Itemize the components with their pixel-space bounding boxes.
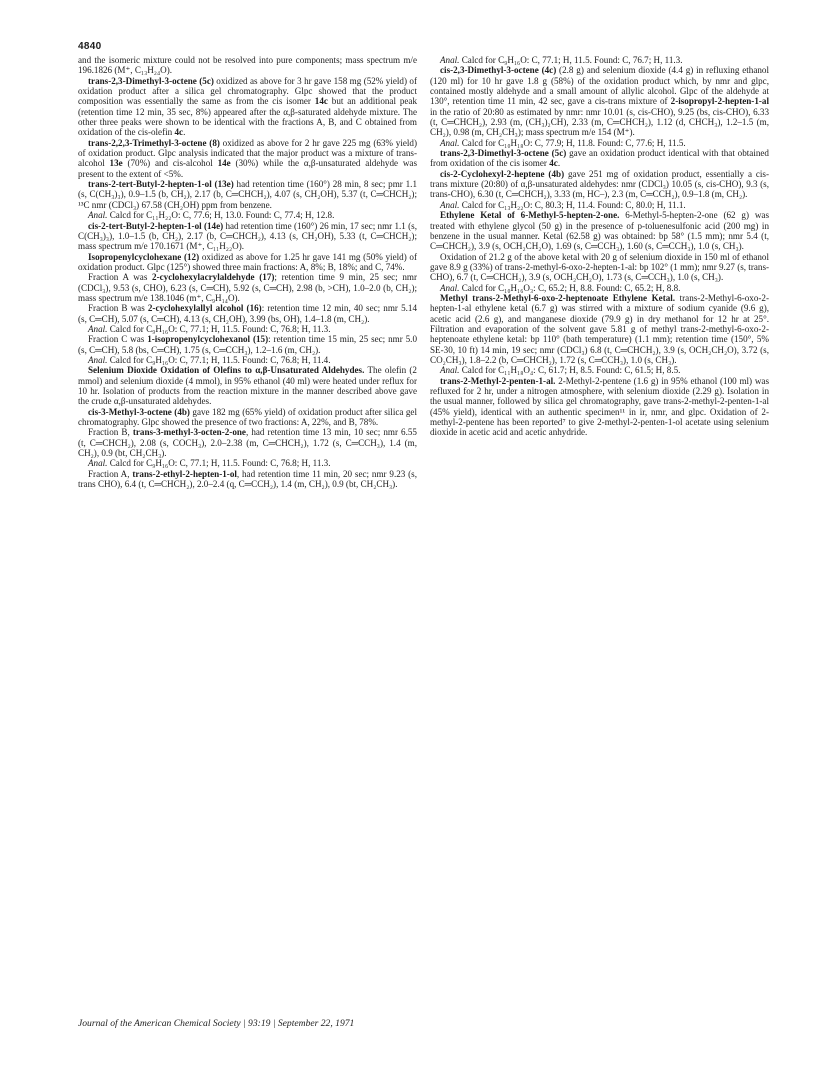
journal-footer: Journal of the American Chemical Society | 93:19 | September 22, 1971 bbox=[78, 1018, 355, 1029]
text-run: Oxidation of 21.2 g of the above ketal with 20 g of selenium dioxide in 150 ml of ethanol gave 8.9 g (33%) of trans-2-methyl-6-oxo-2-hepten-1-al: bp 102° (1 mm); nmr 9.27 (s, trans-CHO), 6.7 (t, C═CHCH₂), 3.9 (s, OCH₂CH₂O), 1.73 (s, C═CCH₃), 1.0 (s, CH₃). bbox=[430, 251, 770, 283]
paragraph bbox=[78, 210, 417, 220]
bold-text: trans-3-methyl-3-octen-2-one bbox=[132, 427, 246, 438]
paragraph bbox=[430, 55, 769, 65]
bold-text: Ethylene Ketal of 6-Methyl-5-hepten-2-one. bbox=[440, 210, 620, 221]
text-run: Calcd for C₁₀H₁₈O: C, 77.9; H, 11.8. Found: C, 77.6; H, 11.5. bbox=[459, 137, 686, 148]
page-number: 4840 bbox=[78, 41, 102, 52]
paragraph bbox=[78, 407, 417, 428]
paragraph bbox=[78, 324, 417, 334]
text-run: (2.8 g) and selenium dioxide (4.4 g) in refluxing ethanol (120 ml) for 10 hr gave 1.8 g (58%) of the oxidation product which, by nmr and glpc, contained mostly aldehyde and a small amount of allylic alcohol. Glpc of the aldehyde at 130°, retention time 11 min, 42 sec, gave a cis-trans mixture of bbox=[430, 65, 769, 107]
paragraph bbox=[78, 221, 417, 252]
text-run: Fraction A, bbox=[88, 468, 133, 479]
paragraph bbox=[78, 427, 417, 458]
bold-text: trans-2-ethyl-2-hepten-1-ol bbox=[132, 468, 237, 479]
text-run: Calcd for C₉H₁₆O: C, 77.1; H, 11.5. Found: C, 76.8; H, 11.3. bbox=[107, 323, 331, 334]
text-run: oxidized as above for 1.25 hr gave 141 mg (50% yield) of oxidation product. Glpc (125°) showed three main fractions: A, 8%; B, 18%; and C, 74%. bbox=[78, 251, 417, 272]
text-run: trans-2-Methyl-6-oxo-2-hepten-1-al ethylene ketal (6.7 g) was stirred with a mixture of sodium cyanide (9.6 g), acetic acid (2.6 g), and manganese dioxide (79.9 g) in dry methanol for 12 hr at 25°. Filtration and evaporation of the solvent gave 5.81 g of methyl trans-2-methyl-6-oxo-2-heptenoate ethylene ketal: bp 110° (bath temperature) (1.1 mm); retention time (150°, 5% SE-30, 10 ft) 14 min, 19 sec; nmr (CDCl₃) 6.8 (t, C═CHCH₂), 3.9 (s, OCH₂CH₂O), 3.72 (s, CO₂CH₃), 1.8–2.2 (b, C═CHCH₂), 1.72 (s, C═CCH₃), 1.0 (s, CH₃). bbox=[430, 292, 770, 365]
paragraph bbox=[430, 138, 769, 148]
paragraph bbox=[78, 355, 417, 365]
paragraph bbox=[430, 365, 769, 375]
italic-text: Anal. bbox=[440, 365, 460, 376]
italic-text: Anal. bbox=[88, 458, 108, 469]
left-column bbox=[78, 55, 417, 489]
text-run: The olefin (2 mmol) and selenium dioxide (4 mmol), in 95% ethanol (40 ml) were heated under reflux for 10 hr. Isolation of products from the reaction mixture in the manner described above gave the crude α,β-unsaturated aldehydes. bbox=[78, 365, 417, 407]
paragraph bbox=[430, 293, 769, 365]
paragraph bbox=[78, 55, 417, 76]
bold-text: 2-isopropyl-2-hepten-1-al bbox=[670, 96, 769, 107]
bold-text: trans-2,2,3-Trimethyl-3-octene (8) bbox=[88, 137, 220, 148]
italic-text: Anal. bbox=[88, 354, 108, 365]
text-run: Calcd for C₁₁H₁₈O₄: C, 61.7; H, 8.5. Found: C, 61.5; H, 8.5. bbox=[459, 365, 681, 376]
text-run: gave 251 mg of oxidation product, essentially a cis-trans mixture (20:80) of α,β-unsaturated aldehydes: nmr (CDCl₃) 10.05 (s, cis-CHO), 9.3 (s, trans-CHO), 6.30 (t, C═CHCH₂), 3.33 (m, HC–), 2.3 (m, C═CCH₂), 0.9–1.8 (m, CH₂). bbox=[430, 168, 769, 200]
italic-text: Anal. bbox=[440, 55, 460, 65]
text-run: oxidized as above for 2 hr gave 225 mg (63% yield) of oxidation product. Glpc analysis indicated that the major product was a mixture of trans-alcohol bbox=[78, 137, 417, 169]
text-run: . bbox=[557, 158, 561, 169]
bold-text: Methyl trans-2-Methyl-6-oxo-2-heptenoate Ethylene Ketal. bbox=[440, 292, 676, 303]
bold-text: cis-2-tert-Butyl-2-hepten-1-ol (14e) bbox=[88, 220, 224, 231]
text-run: and the isomeric mixture could not be resolved into pure components; mass spectrum m/e 196.1826 (M⁺, C₁₃H₂₄O). bbox=[78, 55, 417, 76]
paragraph bbox=[430, 200, 769, 210]
text-run: 2-Methyl-2-pentene (1.6 g) in 95% ethanol (100 ml) was refluxed for 2 hr, under a nitrogen atmosphere, with selenium dioxide (2.29 g). Isolation in the usual manner, followed by silica gel chromatography, gave trans-2-methyl-2-penten-1-al (45% yield), identical with an authentic specimen¹¹ in ir, nmr, and glpc. Oxidation of 2-methyl-2-pentene has been reported⁷ to give 2-methyl-2-penten-1-ol acetate using selenium dioxide in acetic acid and acetic anhydride. bbox=[430, 375, 769, 438]
bold-text: cis-2-Cyclohexyl-2-heptene (4b) bbox=[440, 168, 565, 179]
text-run: Fraction B was bbox=[88, 303, 148, 314]
paragraph bbox=[430, 252, 769, 283]
text-run: , had retention time 11 min, 20 sec; nmr 9.23 (s, trans CHO), 6.4 (t, C═CHCH₂), 2.0–2.4 (q, C═CCH₂), 1.4 (m, CH₂), 0.9 (bt, CH₂CH₃). bbox=[78, 468, 417, 490]
text-run: in the ratio of 20:80 as estimated by nmr: nmr 10.01 (s, cis-CHO), 9.25 (bs, cis-CHO), 6.33 (t, C═CHCH₂), 2.93 (m, (CH₃)₂CH), 2.33 (m, C═CHCH₂), 1.12 (d, CHCH₃), 1.2–1.5 (m, CH₂), 0.98 (m, CH₂CH₃); mass spectrum m/e 154 (M⁺). bbox=[430, 106, 769, 138]
text-run: Calcd for C₁₁H₂₂O: C, 77.6; H, 13.0. Found: C, 77.4; H, 12.8. bbox=[107, 210, 335, 221]
text-run: gave an oxidation product identical with that obtained from oxidation of the cis isomer bbox=[430, 148, 769, 169]
text-run: but an additional peak (retention time 12 min, 35 sec, 8%) appeared after the α,β-saturated aldehyde mixture. The other three peaks were shown to be identical with the fractions A, B, and C obtained from oxidation of the cis-olefin bbox=[78, 96, 417, 138]
right-column bbox=[430, 55, 769, 438]
bold-text: cis-3-Methyl-3-octene (4b) bbox=[88, 406, 190, 417]
bold-text: Isopropenylcyclohexane (12) bbox=[88, 251, 200, 262]
paragraph bbox=[78, 334, 417, 355]
italic-text: Anal. bbox=[88, 210, 108, 221]
paragraph bbox=[430, 283, 769, 293]
text-run: Calcd for C₉H₁₆O: C, 77.1; H, 11.5. Found: C, 76.8; H, 11.3. bbox=[107, 458, 331, 469]
bold-text: trans-2-Methyl-2-penten-1-al. bbox=[440, 375, 556, 386]
text-run: Fraction B, bbox=[88, 427, 133, 438]
text-run: : retention time 15 min, 25 sec; nmr 5.0 (s, C═CH), 5.8 (bs, C═CH), 1.75 (s, C═CCH₃), 1.2–1.6 (m, CH₂). bbox=[78, 334, 417, 355]
paragraph bbox=[430, 210, 769, 251]
paragraph bbox=[78, 252, 417, 273]
paragraph bbox=[430, 148, 769, 169]
bold-text: cis-2,3-Dimethyl-3-octene (4c) bbox=[440, 65, 557, 76]
paragraph bbox=[430, 65, 769, 137]
bold-text: 14c bbox=[314, 96, 328, 107]
bold-text: trans-2,3-Dimethyl-3-octene (5c) bbox=[88, 75, 214, 86]
paragraph bbox=[78, 272, 417, 303]
text-run: 6-Methyl-5-hepten-2-one (62 g) was treated with ethylene glycol (50 g) in the presence of p-toluenesulfonic acid (200 mg) in benzene in the usual manner. Ketal (62.58 g) was obtained: bp 58° (1.5 mm); nmr 5.4 (t, C═CHCH₂), 3.9 (s, OCH₂CH₂O), 1.69 (s, C═CCH₃), 1.60 (s, C═CCH₃), 1.0 (s, CH₃). bbox=[430, 210, 769, 252]
italic-text: Anal. bbox=[440, 137, 460, 148]
text-run: had retention time (160°) 26 min, 17 sec; nmr 1.1 (s, C(CH₃)₃), 1.0–1.5 (b, CH₂), 2.17 (b, C═CHCH₂), 4.13 (s, CH₂OH), 5.33 (t, C═CHCH₂); mass spectrum m/e 170.1671 (M⁺, C₁₁H₂₂O). bbox=[78, 220, 417, 252]
italic-text: Anal. bbox=[440, 282, 460, 293]
text-run: gave 182 mg (65% yield) of oxidation product after silica gel chromatography. Glpc showed the presence of two fractions: A, 22%, and B, 78%. bbox=[78, 406, 417, 428]
bold-text: 2-cyclohexylallyl alcohol (16) bbox=[147, 303, 262, 314]
paragraph bbox=[78, 458, 417, 468]
text-run: Fraction A was bbox=[88, 272, 153, 283]
text-run: (70%) and cis-alcohol bbox=[122, 158, 218, 169]
paragraph bbox=[430, 169, 769, 200]
italic-text: Anal. bbox=[88, 323, 108, 334]
text-run: : retention time 12 min, 40 sec; nmr 5.14 (s, C═CH), 5.07 (s, C═CH), 4.13 (s, CH₂OH), 3.99 (bs, OH), 1.4–1.8 (m, CH₂). bbox=[78, 303, 417, 324]
text-run: Calcd for C₁₀H₁₆O₃: C, 65.2; H, 8.8. Found: C, 65.2; H, 8.8. bbox=[459, 282, 681, 293]
text-run: . bbox=[183, 127, 186, 138]
bold-text: trans-2,3-Dimethyl-3-octene (5c) bbox=[440, 148, 567, 159]
italic-text: Anal. bbox=[440, 199, 460, 210]
text-run: had retention time (160°) 28 min, 8 sec; pmr 1.1 (s, C(CH₃)₃), 0.9–1.5 (b, CH₂), 2.17 (b, C═CHCH₂), 4.07 (s, CH₂OH), 5.37 (t, C═CHCH₂); ¹³C nmr (CDCl₃) 67.58 (CH₂OH) ppm from benzene. bbox=[78, 179, 417, 210]
bold-text: 4c bbox=[549, 158, 558, 169]
paragraph bbox=[78, 469, 417, 490]
text-run: ; retention time 9 min, 25 sec; nmr (CDCl₃), 9.53 (s, CHO), 6.23 (s, C═CH), 5.92 (s, C═CH), 2.98 (b, >CH), 1.0–2.0 (b, CH₂); mass spectrum m/e 138.1046 (m⁺, C₉H₁₄O). bbox=[78, 272, 417, 303]
text-run: Calcd for C₁₃H₂₂O: C, 80.3; H, 11.4. Found: C, 80.0; H, 11.1. bbox=[459, 199, 686, 210]
bold-text: 2-cyclohexylacrylaldehyde (17) bbox=[152, 272, 275, 283]
bold-text: 4c bbox=[174, 127, 184, 138]
text-run: , had retention time 13 min, 10 sec; nmr 6.55 (t, C═CHCH₂), 2.08 (s, COCH₃), 2.0–2.38 (m, C═CHCH₂), 1.72 (s, C═CCH₃), 1.4 (m, CH₂), 0.9 (bt, CH₂CH₃). bbox=[78, 427, 417, 459]
paragraph bbox=[78, 303, 417, 324]
bold-text: 1-isopropenylcyclohexanol (15) bbox=[147, 334, 269, 345]
text-run: Fraction C was bbox=[88, 334, 148, 345]
paragraph bbox=[78, 365, 417, 406]
bold-text: Selenium Dioxide Oxidation of Olefins to α,β-Unsaturated Aldehydes. bbox=[88, 365, 365, 376]
text-run: Calcd for C₉H₁₆O: C, 77.1; H, 11.5. Found: C, 76.8; H, 11.4. bbox=[107, 354, 331, 365]
bold-text: 13e bbox=[109, 158, 123, 169]
bold-text: 14e bbox=[217, 158, 231, 169]
text-run: (30%) while the α,β-unsaturated aldehyde was present to the extent of <5%. bbox=[78, 158, 417, 179]
paragraph bbox=[78, 179, 417, 210]
bold-text: trans-2-tert-Butyl-2-hepten-1-ol (13e) bbox=[88, 179, 234, 190]
paragraph bbox=[78, 138, 417, 179]
paragraph bbox=[78, 76, 417, 138]
text-run: oxidized as above for 3 hr gave 158 mg (52% yield) of oxidation product after a silica gel chromatography. Glpc showed that the product composition was essentially the same as from the cis isomer bbox=[78, 75, 417, 107]
paragraph bbox=[430, 376, 769, 438]
text-run: Calcd for C₉H₁₆O: C, 77.1; H, 11.5. Found: C, 76.7; H, 11.3. bbox=[459, 55, 683, 65]
